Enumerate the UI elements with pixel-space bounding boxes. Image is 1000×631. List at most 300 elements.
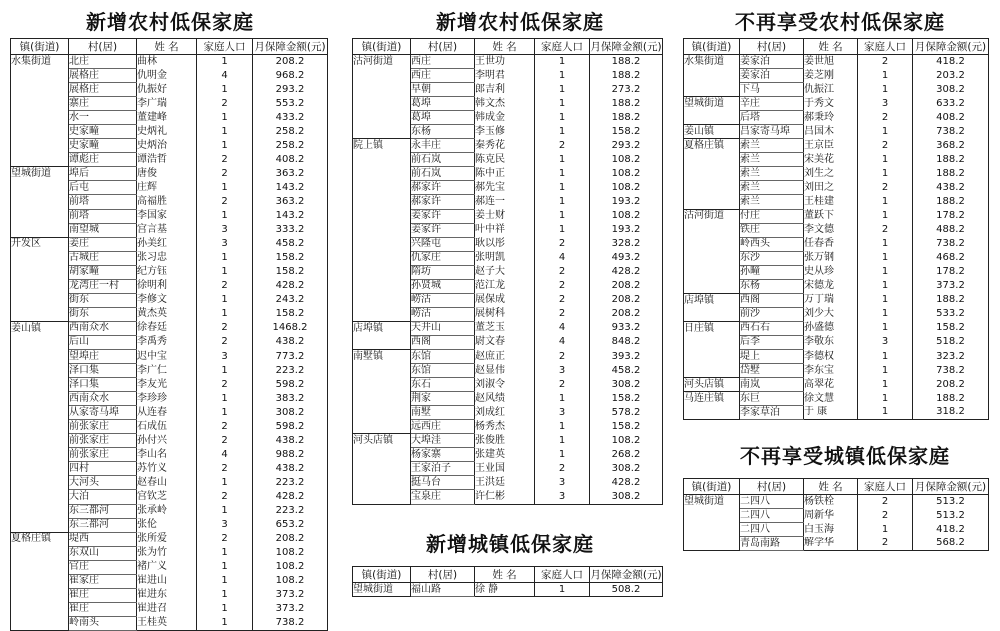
cell-village: 岱墅 [740, 364, 804, 378]
cell-household-size: 1 [535, 392, 590, 406]
cell-monthly-amount: 143.2 [253, 209, 328, 223]
cell-household-size: 1 [197, 181, 253, 195]
cell-town: 河头店镇 [684, 378, 740, 392]
table-row [353, 181, 663, 195]
cell-name: 范江龙 [475, 279, 535, 293]
cell-monthly-amount: 108.2 [590, 434, 663, 448]
cell-town [353, 125, 411, 139]
cell-household-size: 3 [535, 364, 590, 378]
cell-monthly-amount: 188.2 [590, 55, 663, 69]
cell-village: 东双山 [69, 546, 137, 560]
cell-monthly-amount: 513.2 [913, 509, 989, 523]
cell-town [353, 293, 411, 307]
col-name: 姓 名 [475, 39, 535, 55]
cell-monthly-amount: 598.2 [253, 420, 328, 434]
cell-town [11, 125, 69, 139]
table-row [11, 293, 328, 307]
cell-town [11, 462, 69, 476]
cell-village: 后塔 [740, 111, 804, 125]
cell-village: 西阁 [740, 293, 804, 307]
cell-name: 张为竹 [137, 546, 197, 560]
col-town: 镇(街道) [353, 567, 411, 583]
cell-monthly-amount: 143.2 [253, 181, 328, 195]
cell-name: 史炳治 [137, 139, 197, 153]
cell-town [11, 83, 69, 97]
cell-name: 李东宝 [804, 364, 858, 378]
cell-village: 索兰 [740, 195, 804, 209]
col-amount: 月保障金额(元) [913, 39, 989, 55]
table-row [11, 251, 328, 265]
cell-monthly-amount: 438.2 [253, 462, 328, 476]
cell-town [353, 83, 411, 97]
cell-monthly-amount: 373.2 [253, 588, 328, 602]
cell-village: 东馆 [411, 364, 475, 378]
cell-town [11, 616, 69, 630]
cell-household-size: 1 [858, 392, 913, 406]
cell-name: 谭浩哲 [137, 153, 197, 167]
table-row [684, 293, 989, 307]
cell-name: 史炳礼 [137, 125, 197, 139]
cell-village: 索兰 [740, 181, 804, 195]
cell-household-size: 2 [197, 321, 253, 335]
cell-name: 董芝玉 [475, 321, 535, 335]
cell-monthly-amount: 653.2 [253, 518, 328, 532]
cell-monthly-amount: 363.2 [253, 195, 328, 209]
cell-village: 北庄 [69, 55, 137, 69]
table5-title: 不再享受城镇低保家庭 [740, 444, 950, 468]
cell-village: 王家泊子 [411, 462, 475, 476]
col-town: 镇(街道) [353, 39, 411, 55]
cell-village: 前张家庄 [69, 420, 137, 434]
cell-name: 徐 静 [475, 583, 535, 597]
cell-household-size: 1 [197, 574, 253, 588]
cell-village: 西南众水 [69, 392, 137, 406]
cell-name: 刘田之 [804, 181, 858, 195]
cell-household-size: 4 [197, 448, 253, 462]
cell-village: 前石岚 [411, 153, 475, 167]
table-row [684, 495, 989, 509]
cell-town: 水集街道 [11, 55, 69, 69]
table-row [11, 111, 328, 125]
table-row [11, 574, 328, 588]
cell-monthly-amount: 428.2 [590, 265, 663, 279]
cell-village: 二四八 [740, 495, 804, 509]
cell-town [11, 223, 69, 237]
cell-name: 李德权 [804, 349, 858, 363]
cell-village: 前张家庄 [69, 434, 137, 448]
table-row [353, 237, 663, 251]
table-row [684, 111, 989, 125]
col-name: 姓 名 [137, 39, 197, 55]
cell-household-size: 1 [197, 504, 253, 518]
cell-household-size: 2 [197, 378, 253, 392]
cell-town [353, 279, 411, 293]
cell-village: 东杨 [740, 279, 804, 293]
table-row [353, 209, 663, 223]
cell-household-size: 1 [197, 392, 253, 406]
table-row [353, 139, 663, 153]
table-row [11, 546, 328, 560]
cell-village: 泽口集 [69, 364, 137, 378]
cell-village: 崂沽 [411, 307, 475, 321]
cell-monthly-amount: 208.2 [590, 293, 663, 307]
cell-monthly-amount: 178.2 [913, 209, 989, 223]
cell-name: 孙美红 [137, 237, 197, 251]
table-row [11, 616, 328, 630]
cell-town [11, 518, 69, 532]
cell-name: 陈克民 [475, 153, 535, 167]
cell-village: 南墅 [411, 406, 475, 420]
cell-village: 大河头 [69, 476, 137, 490]
cell-monthly-amount: 158.2 [913, 321, 989, 335]
cell-monthly-amount: 428.2 [590, 476, 663, 490]
cell-monthly-amount: 178.2 [913, 265, 989, 279]
cell-household-size: 1 [858, 251, 913, 265]
cell-village: 永丰庄 [411, 139, 475, 153]
table-row [11, 167, 328, 181]
cell-monthly-amount: 418.2 [913, 55, 989, 69]
table-row [684, 307, 989, 321]
cell-household-size: 4 [197, 69, 253, 83]
cell-household-size: 2 [197, 167, 253, 181]
cell-monthly-amount: 158.2 [590, 420, 663, 434]
cell-name: 郎吉利 [475, 83, 535, 97]
cell-town [353, 307, 411, 321]
cell-town: 马连庄镇 [684, 392, 740, 406]
cell-village: 古城庄 [69, 251, 137, 265]
cell-village: 杨家寨 [411, 448, 475, 462]
cell-village: 西阁 [411, 335, 475, 349]
cell-household-size: 1 [197, 602, 253, 616]
cell-village: 兴隆屯 [411, 237, 475, 251]
cell-village: 史家疃 [69, 125, 137, 139]
table-removed-rural [683, 38, 989, 420]
cell-village: 后屯 [69, 181, 137, 195]
cell-town [11, 378, 69, 392]
cell-name: 高翠花 [804, 378, 858, 392]
cell-monthly-amount: 553.2 [253, 97, 328, 111]
table2-title: 新增农村低保家庭 [436, 10, 604, 34]
table-row [684, 97, 989, 111]
cell-village: 早朝 [411, 83, 475, 97]
table-row [684, 279, 989, 293]
cell-village: 东三都河 [69, 504, 137, 518]
cell-town [353, 181, 411, 195]
cell-household-size: 1 [197, 560, 253, 574]
cell-household-size: 2 [858, 55, 913, 69]
cell-household-size: 2 [197, 462, 253, 476]
cell-village: 姜家泊 [740, 69, 804, 83]
cell-name: 任春香 [804, 237, 858, 251]
cell-monthly-amount: 633.2 [913, 97, 989, 111]
table-row [11, 139, 328, 153]
col-village: 村(居) [740, 39, 804, 55]
table-row [11, 349, 328, 363]
cell-monthly-amount: 373.2 [253, 602, 328, 616]
table-row [684, 406, 989, 420]
cell-town [11, 69, 69, 83]
cell-monthly-amount: 418.2 [913, 523, 989, 537]
cell-town [11, 392, 69, 406]
cell-household-size: 1 [535, 111, 590, 125]
table-row [11, 335, 328, 349]
cell-name: 李友光 [137, 378, 197, 392]
cell-town [11, 307, 69, 321]
cell-monthly-amount: 438.2 [913, 181, 989, 195]
cell-household-size: 1 [197, 406, 253, 420]
table-row [684, 335, 989, 349]
cell-name: 张所爱 [137, 532, 197, 546]
cell-monthly-amount: 428.2 [253, 490, 328, 504]
cell-household-size: 1 [535, 69, 590, 83]
cell-name: 张伦 [137, 518, 197, 532]
cell-name: 李山名 [137, 448, 197, 462]
cell-household-size: 1 [197, 293, 253, 307]
cell-town [353, 97, 411, 111]
cell-household-size: 1 [858, 237, 913, 251]
cell-name: 张承岭 [137, 504, 197, 518]
cell-town [11, 574, 69, 588]
cell-monthly-amount: 508.2 [590, 583, 663, 597]
cell-household-size: 1 [858, 167, 913, 181]
cell-name: 王桂英 [137, 616, 197, 630]
table-row [11, 83, 328, 97]
cell-monthly-amount: 988.2 [253, 448, 328, 462]
cell-monthly-amount: 433.2 [253, 111, 328, 125]
cell-town [353, 111, 411, 125]
cell-household-size: 2 [535, 279, 590, 293]
cell-household-size: 2 [858, 537, 913, 551]
cell-name: 展树科 [475, 307, 535, 321]
cell-household-size: 2 [197, 153, 253, 167]
cell-town [11, 504, 69, 518]
cell-town: 望城街道 [11, 167, 69, 181]
cell-village: 堤上 [740, 349, 804, 363]
cell-monthly-amount: 208.2 [590, 307, 663, 321]
cell-household-size: 2 [535, 378, 590, 392]
cell-name: 庄辉 [137, 181, 197, 195]
cell-household-size: 2 [858, 495, 913, 509]
cell-household-size: 1 [197, 83, 253, 97]
cell-household-size: 1 [858, 307, 913, 321]
cell-town [684, 279, 740, 293]
cell-village: 崂沽 [411, 293, 475, 307]
table-row [684, 349, 989, 363]
cell-monthly-amount: 513.2 [913, 495, 989, 509]
cell-household-size: 1 [535, 167, 590, 181]
cell-name: 石成伍 [137, 420, 197, 434]
cell-village: 铁庄 [740, 223, 804, 237]
cell-village: 荆家 [411, 392, 475, 406]
cell-name: 刘淑令 [475, 378, 535, 392]
cell-monthly-amount: 1468.2 [253, 321, 328, 335]
cell-monthly-amount: 328.2 [590, 237, 663, 251]
cell-monthly-amount: 308.2 [590, 490, 663, 504]
table-row [11, 209, 328, 223]
cell-village: 史家疃 [69, 139, 137, 153]
cell-name: 李修文 [137, 293, 197, 307]
cell-town: 夏格庄镇 [11, 532, 69, 546]
cell-town [353, 209, 411, 223]
cell-household-size: 1 [535, 181, 590, 195]
cell-household-size: 2 [535, 139, 590, 153]
cell-monthly-amount: 518.2 [913, 335, 989, 349]
cell-village: 岭南头 [69, 616, 137, 630]
table-row [684, 321, 989, 335]
table-row [353, 476, 663, 490]
table-row [353, 406, 663, 420]
table-row [684, 509, 989, 523]
cell-household-size: 2 [197, 97, 253, 111]
cell-name: 王京臣 [804, 139, 858, 153]
table-row [353, 55, 663, 69]
cell-monthly-amount: 293.2 [253, 83, 328, 97]
cell-town [11, 349, 69, 363]
cell-town: 南墅镇 [353, 349, 411, 363]
cell-town [353, 378, 411, 392]
col-amount: 月保障金额(元) [913, 479, 989, 495]
cell-town [11, 195, 69, 209]
table-row [11, 462, 328, 476]
table-row [684, 364, 989, 378]
cell-town [684, 307, 740, 321]
table-row [11, 364, 328, 378]
cell-name: 刘少大 [804, 307, 858, 321]
cell-monthly-amount: 188.2 [913, 195, 989, 209]
cell-monthly-amount: 158.2 [590, 392, 663, 406]
cell-town [11, 335, 69, 349]
cell-name: 董跃下 [804, 209, 858, 223]
cell-village: 岭西头 [740, 237, 804, 251]
table-row [353, 307, 663, 321]
cell-household-size: 1 [197, 616, 253, 630]
cell-village: 街东 [69, 307, 137, 321]
cell-village: 前石岚 [411, 167, 475, 181]
cell-town: 姜山镇 [684, 125, 740, 139]
cell-village: 孙疃 [740, 265, 804, 279]
cell-name: 孙付兴 [137, 434, 197, 448]
cell-town [11, 181, 69, 195]
cell-village: 索兰 [740, 153, 804, 167]
cell-name: 李珍珍 [137, 392, 197, 406]
cell-name: 赵子大 [475, 265, 535, 279]
table-row [684, 83, 989, 97]
cell-monthly-amount: 223.2 [253, 364, 328, 378]
cell-household-size: 2 [197, 420, 253, 434]
cell-name: 郝先宝 [475, 181, 535, 195]
table4-title: 不再享受农村低保家庭 [735, 10, 945, 34]
cell-village: 西石右 [740, 321, 804, 335]
cell-household-size: 1 [858, 125, 913, 139]
cell-town [353, 167, 411, 181]
cell-monthly-amount: 568.2 [913, 537, 989, 551]
cell-name: 宋德龙 [804, 279, 858, 293]
cell-town [353, 462, 411, 476]
cell-village: 东三都河 [69, 518, 137, 532]
cell-name: 姜芝刚 [804, 69, 858, 83]
cell-name: 尉文春 [475, 335, 535, 349]
table-row [353, 153, 663, 167]
table-row [11, 195, 328, 209]
cell-name: 王洪廷 [475, 476, 535, 490]
table-row [353, 434, 663, 448]
cell-household-size: 1 [858, 265, 913, 279]
col-name: 姓 名 [804, 479, 858, 495]
cell-name: 于秀文 [804, 97, 858, 111]
table-removed-urban [683, 478, 989, 551]
cell-monthly-amount: 158.2 [253, 307, 328, 321]
col-size: 家庭人口 [197, 39, 253, 55]
cell-household-size: 1 [535, 420, 590, 434]
cell-town: 沽河街道 [353, 55, 411, 69]
cell-town [684, 349, 740, 363]
cell-monthly-amount: 393.2 [590, 349, 663, 363]
table-row [11, 434, 328, 448]
cell-household-size: 1 [197, 364, 253, 378]
cell-household-size: 1 [535, 448, 590, 462]
cell-village: 西庄 [411, 69, 475, 83]
cell-name: 吕国木 [804, 125, 858, 139]
table1-title: 新增农村低保家庭 [86, 10, 254, 34]
cell-household-size: 3 [535, 476, 590, 490]
table-row [11, 476, 328, 490]
table-row [11, 406, 328, 420]
cell-name: 展保成 [475, 293, 535, 307]
cell-name: 李广瑞 [137, 97, 197, 111]
cell-village: 下马 [740, 83, 804, 97]
table-row [11, 392, 328, 406]
cell-village: 展格庄 [69, 69, 137, 83]
cell-village: 索兰 [740, 139, 804, 153]
table-row [353, 111, 663, 125]
cell-name: 崔进山 [137, 574, 197, 588]
cell-village: 葛埠 [411, 111, 475, 125]
table-row [353, 279, 663, 293]
col-name: 姓 名 [475, 567, 535, 583]
cell-monthly-amount: 258.2 [253, 139, 328, 153]
cell-household-size: 1 [197, 588, 253, 602]
col-size: 家庭人口 [858, 479, 913, 495]
cell-household-size: 1 [197, 55, 253, 69]
cell-monthly-amount: 458.2 [253, 237, 328, 251]
cell-town: 店埠镇 [353, 321, 411, 335]
cell-town: 院上镇 [353, 139, 411, 153]
table-row [684, 537, 989, 551]
table-row [353, 69, 663, 83]
col-size: 家庭人口 [535, 39, 590, 55]
cell-monthly-amount: 158.2 [253, 265, 328, 279]
cell-town [353, 251, 411, 265]
cell-town [11, 490, 69, 504]
cell-monthly-amount: 578.2 [590, 406, 663, 420]
cell-monthly-amount: 208.2 [590, 279, 663, 293]
cell-name: 赵风绩 [475, 392, 535, 406]
cell-name: 董建峰 [137, 111, 197, 125]
cell-monthly-amount: 368.2 [913, 139, 989, 153]
cell-household-size: 1 [535, 209, 590, 223]
cell-name: 崔进召 [137, 602, 197, 616]
cell-name: 李国家 [137, 209, 197, 223]
cell-village: 吕家寄马埠 [740, 125, 804, 139]
cell-household-size: 1 [535, 195, 590, 209]
cell-monthly-amount: 188.2 [913, 293, 989, 307]
cell-monthly-amount: 848.2 [590, 335, 663, 349]
cell-name: 郝秉玲 [804, 111, 858, 125]
cell-name: 李文德 [804, 223, 858, 237]
cell-town [353, 490, 411, 504]
cell-village: 福山路 [411, 583, 475, 597]
table-row [353, 364, 663, 378]
